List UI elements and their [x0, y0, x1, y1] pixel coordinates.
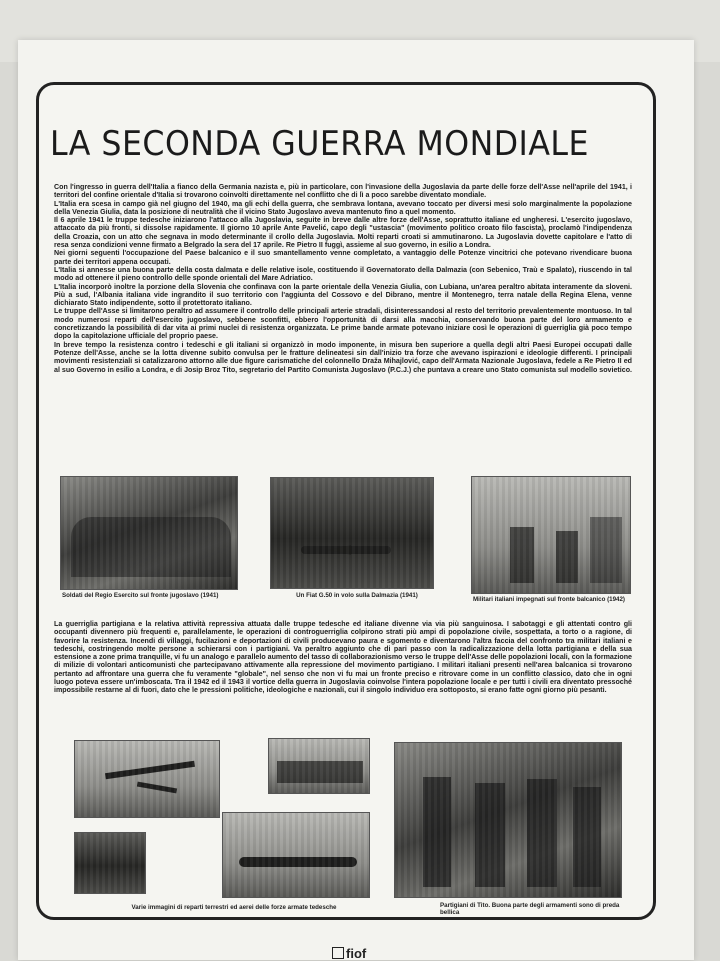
paragraph: L'Italia era scesa in campo già nel giugno del 1940, ma gli echi della guerra, che sembrava lontana, avevano toccato per diversi mesi solo marginalmente la popolazione della Venezia Giulia, data la posizione di neutralità che il vicino Stato Jugoslavo aveva mantenuto fino a quel momento. — [54, 199, 632, 216]
caption-photo3: Militari italiani impegnati sul fronte balcanico (1942) — [473, 596, 625, 603]
photo-tito-partisans — [394, 742, 622, 898]
logo-text: fiof — [346, 946, 367, 961]
caption-photo2: Un Fiat G.50 in volo sulla Dalmazia (1941) — [296, 592, 418, 599]
caption-bottom-left: Varie immagini di reparti terrestri ed aerei delle forze armate tedesche — [131, 904, 337, 911]
photo-german-aircraft-ground — [222, 812, 370, 898]
poster-title: LA SECONDA GUERRA MONDIALE — [50, 124, 589, 164]
paragraph: Nei giorni seguenti l'occupazione del Paese balcanico e il suo smantellamento venne completato, a vantaggio delle Potenze vincitrici che potevano rivendicare buona parte dei territori appena occupati. — [54, 249, 632, 266]
logo-icon — [332, 947, 344, 959]
body-text-2 — [54, 620, 632, 730]
photo-german-vehicles — [268, 738, 370, 794]
caption-bottom-right: Partigiani di Tito. Buona parte degli armamenti sono di preda bellica — [440, 902, 620, 917]
photo-german-troops — [74, 832, 146, 894]
intro-text — [54, 183, 632, 458]
caption-photo1: Soldati del Regio Esercito sul fronte jugoslavo (1941) — [62, 592, 219, 599]
paragraph: Con l'ingresso in guerra dell'Italia a fianco della Germania nazista e, più in particolare, con l'invasione della Jugoslavia da parte delle forze dell'Asse nell'aprile del 1941, i territori del confine orientale d'Italia si trovarono coinvolti direttamente nel conflitto che di lì a poco sarebbe diventato mondiale. — [54, 183, 632, 200]
photo-italian-military-balkan-front — [471, 476, 631, 594]
paragraph: Le truppe dell'Asse si limitarono peraltro ad assumere il controllo delle principali arterie stradali, disinteressandosi al resto del territorio prevalentemente montuoso. In tal modo numerosi reparti dell'esercito jugoslavo, sebbene sconfitti, ebbero l'opportunità di darsi alla macchia, conservando buona parte del loro armamento e concretizzando la possibilità di dar vita ai primi nuclei di resistenza organizzata. Le prime bande armate potevano iniziare così le operazioni di guerriglia già poco tempo dopo la capitolazione ufficiale del proprio paese. — [54, 307, 632, 341]
photo-fiat-g50 — [270, 477, 434, 589]
paragraph: In breve tempo la resistenza contro i tedeschi e gli italiani si organizzò in modo imponente, in misura ben superiore a quella degli altri Paesi Europei occupati dalle Potenze dell'Asse, anche se la lotta divenne subito convulsa per le fratture delineatesi sin dall'inizio tra forze che avevano ispirazioni e ideologie differenti. I principali movimenti resistenziali si catalizzarono attorno alle due figure carismatiche del colonnello Draža Mihajlović, capo dell'Armata Nazionale Jugoslava, fedele a Re Pietro II ed al suo Governo in esilio a Londra, e di Josip Broz Tito, segretario del Partito Comunista Jugoslavo (P.C.J.) che puntava a creare uno Stato comunista sul modello sovietico. — [54, 340, 632, 374]
photo-soldiers-jugoslav-front — [60, 476, 238, 590]
paragraph: L'Italia incorporò inoltre la porzione della Slovenia che confinava con la parte orientale della Venezia Giulia, con Lubiana, un'area peraltro abitata interamente da sloveni. Più a sud, l'Albania italiana vide ingrandito il suo territorio con l'aggiunta del Cossovo e del Dibrano, mentre il Montenegro, terra natale della Regina Elena, venne dichiarato Stato indipendente, sotto il protettorato italiano. — [54, 282, 632, 308]
paragraph: La guerriglia partigiana e la relativa attività repressiva attuata dalle truppe tedesche ed italiane divenne via via più sanguinosa. I sabotaggi e gli attentati contro gli occupanti divennero più frequenti e, parallelamente, le operazioni di controguerriglia colpirono strati più ampi di popolazione civile, sospettata, a torto o a ragione, di favorire la resistenza. Incendi di villaggi, fucilazioni e deportazioni di civili producevano paura e sgomento e diventarono l'altra faccia del confronto tra militari italiani e tedeschi, costringendo molte persone a schierarsi con i partigiani. Va peraltro aggiunto che di pari passo con la radicalizzazione della lotta partigiana e della sua estensione a zone prima tranquille, vi fu un analogo e parallelo aumento del tasso di collaborazionismo verso le truppe dell'Asse delle popolazioni locali, con la formazione di milizie di volontari anticomunisti che partecipavano attivamente alla repressione del movimento partigiano. I militari italiani presenti nell'area balcanica si trovarono pertanto ad affrontare una guerra che fu veramente "globale", nel senso che non vi fu mai un fronte preciso e ritrovare come in un conflitto classico, dato che in ogni luogo poteva essere un'imboscata. Tra il 1942 ed il 1943 il vortice della guerra in Jugoslavia coinvolse l'intera popolazione locale e per tutti i civili era diventato pressoché impossibile restarne al di fuori, dato che le pressioni politiche, ideologiche e nazionali, cui il singolo individuo era sottoposto, si erano fatte ogni giorno più pesanti. — [54, 620, 632, 695]
paragraph: L'Italia si annesse una buona parte della costa dalmata e delle relative isole, costituendo il Governatorato della Dalmazia (con Sebenico, Traù e Spalato), riuscendo in tal modo ad ottenere il pieno controllo delle sponde orientali del Mare Adriatico. — [54, 265, 632, 283]
paragraph: Il 6 aprile 1941 le truppe tedesche iniziarono l'attacco alla Jugoslavia, seguite in breve dalle altre forze dell'Asse, soprattutto italiane ed ungheresi. L'esercito jugoslavo, attaccato da più fronti, si dissolse rapidamente. Il giorno 10 aprile Ante Pavelić, capo degli "ustascia" (movimento politico croato filo fascista), proclamò l'indipendenza della Croazia, con un atto che segnava in modo determinante il crollo della Jugoslavia. Molti reparti croati si ammutinarono. La Jugoslavia dovette capitolare e l'atto di resa senza condizioni venne firmato a Belgrado la sera del 17 aprile. Re Pietro II fuggì, assieme al suo governo, in esilio a Londra. — [54, 216, 632, 250]
photo-german-bombers — [74, 740, 220, 818]
footer-logo — [332, 946, 366, 961]
